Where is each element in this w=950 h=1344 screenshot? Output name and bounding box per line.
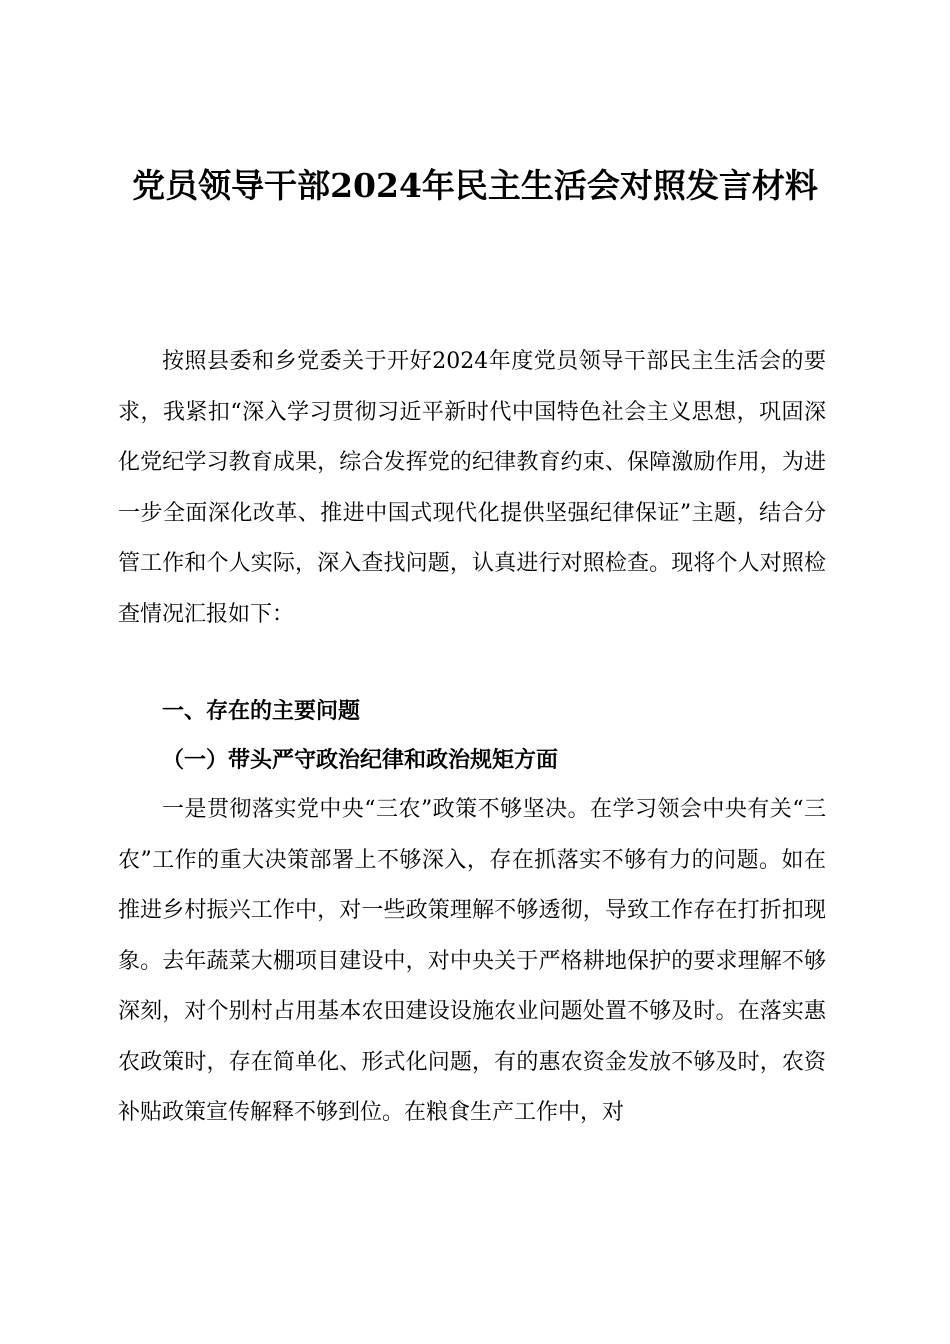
body-paragraph: 一是贯彻落实党中央“三农”政策不够坚决。在学习领会中央有关“三农”工作的重大决策部署上不够深入，存在抓落实不够有力的问题。如在推进乡村振兴工作中，对一些政策理解不够透彻，导致工作存在打折扣现象。去年蔬菜大棚项目建设中，对中央关于严格耕地保护的要求理解不够深刻，对个别村占用基本农田建设设施农业问题处置不够及时。在落实惠农政策时，存在简单化、形式化问题，有的惠农资金发放不够及时，农资补贴政策宣传解释不够到位。在粮食生产工作中，对 — [118, 797, 826, 1125]
intro-paragraph: 按照县委和乡党委关于开好2024年度党员领导干部民主生活会的要求，我紧扣“深入学习贯彻习近平新时代中国特色社会主义思想，巩固深化党纪学习教育成果，综合发挥党的纪律教育约束、保障激励作用，为进一步全面深化改革、推进中国式现代化提供坚强纪律保证”主题，结合分管工作和个人实际，深入查找问题，认真进行对照检查。现将个人对照检查情况汇报如下： — [118, 349, 826, 627]
subsection-heading: （一）带头严守政治纪律和政治规矩方面 — [162, 747, 559, 773]
document-title: 党员领导干部2024年民主生活会对照发言材料 — [132, 166, 818, 205]
section-heading: 一、存在的主要问题 — [162, 699, 361, 724]
